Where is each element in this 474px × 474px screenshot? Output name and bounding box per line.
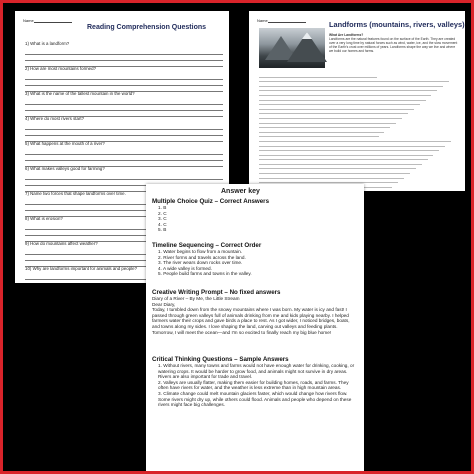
answer-lines[interactable] [25, 49, 223, 67]
passage-intro: Landforms are the natural features found on the surface of the Earth. They are created over a very long time by natural forces such as wind, water, ice, and the slow movement of the Earth's crust over millions of years. Landforms shape the way we live and where we build our homes and farms. [329, 37, 458, 53]
mcq-answers [152, 205, 358, 233]
question-text: 10) Why are landforms important for animals and people? [25, 266, 138, 271]
question-text: 6) What makes valleys good for farming? [25, 166, 105, 171]
critical-answer: 3. Climate change could melt mountain glaciers faster, which would change how rivers flow. Some rivers might dry up, while others could flood. Animals and people who depend on these rivers might face big challenges. [158, 390, 352, 408]
critical-answer: 1. Without rivers, many towns and farms would not have enough water for drinking, cooking, or watering crops. It would be harder to grow food, and animals might not survive in dry areas. Rivers are also important for trade and travel. [158, 363, 355, 380]
timeline-items [152, 249, 358, 277]
question-text: 9) How do mountains affect weather? [25, 241, 98, 246]
timeline-step [158, 271, 358, 277]
mcq-answer-text: 2. C [158, 210, 167, 216]
question-item [25, 116, 223, 141]
mcq-section [152, 198, 358, 233]
writing-line: Dear Diary, [152, 301, 176, 307]
worksheet-title: Reading Comprehension Questions [87, 24, 207, 31]
writing-line: Today, I tumbled down from the snowy mountains where I was born. My water is icy and fast! I passed through green valleys full of animals drinking from me and kids playing nearby. I helped farmers water their crops and gave birds a place to rest. As I got wider, I noticed bridges, boats, and towns along my sides. I love shaping the land, carving out valleys and feeding plants. Tomorrow, I will meet the ocean—and I'm so excited to finally reach my big blue home! [152, 307, 350, 335]
mcq-answer-text: 5. B [158, 227, 167, 233]
critical-answer: 2. Valleys are usually flatter, making them easier for building homes, roads, and farms. They often have rivers for water, and the weather is less extreme than in high mountain areas. [158, 379, 349, 391]
question-item [25, 141, 223, 166]
answer-key-sheet [146, 184, 364, 474]
answer-lines[interactable] [25, 149, 223, 167]
mcq-answer-text: 3. C [158, 216, 167, 222]
question-text: 4) Where do most rivers start? [25, 116, 85, 121]
question-item [25, 91, 223, 116]
writing-section [152, 289, 358, 335]
question-text: 8) What is erosion? [25, 216, 63, 221]
question-item [25, 41, 223, 66]
question-item [25, 66, 223, 91]
critical-title: Critical Thinking Questions – Sample Answers [152, 356, 289, 363]
question-text: 2) How are most mountains formed? [25, 66, 97, 71]
name-label: Name [23, 18, 34, 23]
question-text: 1) What is a landform? [25, 41, 70, 46]
question-text: 5) What happens at the mouth of a river? [25, 141, 105, 146]
answer-lines[interactable] [25, 99, 223, 117]
timeline-step-text: 1. Water begins to flow from a mountain. [158, 249, 242, 254]
mcq-answer-text: 1. B [158, 205, 167, 210]
passage-heading: What Are Landforms? [329, 33, 364, 37]
writing-title: Creative Writing Prompt – No fixed answers [152, 289, 281, 296]
passage-text [329, 33, 459, 53]
question-text: 7) Name two forces that shape landforms over time. [25, 191, 126, 196]
timeline-step-text: 5. People build farms and towns in the valley. [158, 271, 252, 277]
name-field [257, 18, 306, 23]
name-field [23, 18, 72, 23]
mcq-answer [158, 227, 358, 233]
timeline-step-text: 2. River forms and travels across the land. [158, 254, 246, 260]
question-text: 3) What is the name of the tallest mountain in the world? [25, 91, 135, 96]
answer-lines[interactable] [25, 74, 223, 92]
mcq-answer-text: 4. C [158, 221, 167, 227]
timeline-section [152, 242, 358, 277]
mountain-photo [259, 28, 325, 68]
mcq-title: Multiple Choice Quiz – Correct Answers [152, 198, 270, 205]
answer-lines[interactable] [25, 124, 223, 142]
timeline-step-text: 3. The river wears down rocks over time. [158, 260, 243, 266]
timeline-step-text: 4. A wide valley is formed. [158, 265, 212, 271]
passage-body-lines [259, 73, 455, 191]
landforms-reading-passage [249, 11, 465, 191]
writing-line: Diary of a River – By Me, the Little Stream [152, 296, 240, 301]
critical-answers [152, 363, 358, 408]
writing-sample [152, 296, 358, 335]
timeline-title: Timeline Sequencing – Correct Order [152, 242, 262, 249]
critical-section [152, 356, 358, 408]
passage-title: Landforms (mountains, rivers, valleys) [329, 20, 465, 29]
answer-key-title: Answer key [221, 188, 260, 195]
name-label: Name [257, 18, 268, 23]
